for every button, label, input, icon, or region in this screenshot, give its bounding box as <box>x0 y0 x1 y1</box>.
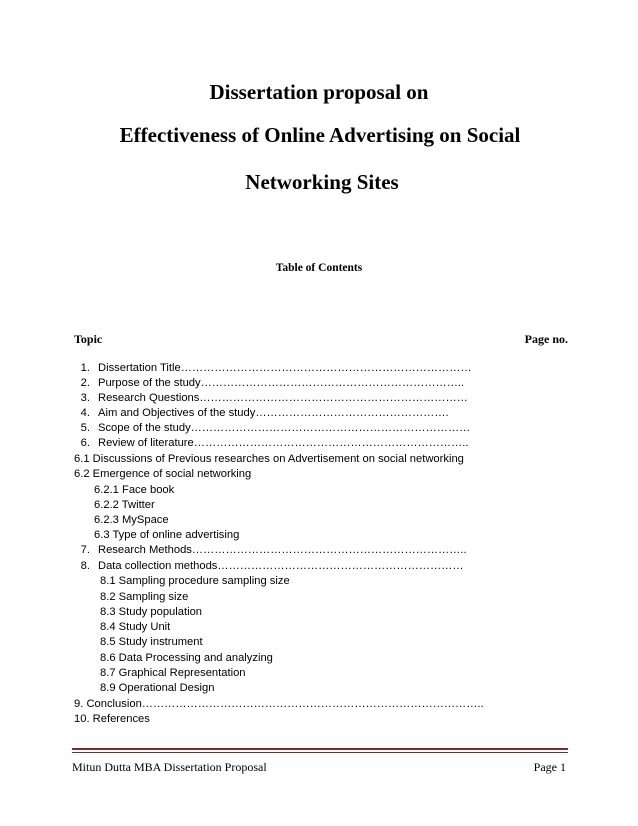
toc-subitem-6-3: 6.3 Type of online advertising <box>94 529 240 541</box>
toc-item-research-methods <box>74 543 467 558</box>
footer-divider-thick <box>72 748 568 750</box>
proposal-title-line-3: Networking Sites <box>245 170 399 194</box>
toc-item-text: Research Methods……………………………………………………………….. <box>98 544 467 556</box>
toc-item-number: 4. <box>80 407 90 419</box>
toc-item-purpose <box>74 376 464 391</box>
footer-page-number: Page 1 <box>533 760 566 774</box>
toc-item-scope <box>74 421 470 436</box>
toc-subitem-6-2-1: 6.2.1 Face book <box>94 484 175 496</box>
toc-subitem-8-2: 8.2 Sampling size <box>100 591 189 603</box>
toc-item-text: Data collection methods………………………………………………………… <box>98 560 464 572</box>
toc-item-text: Research Questions……………………………………………………………… <box>98 392 468 404</box>
footer-document-label: Mitun Dutta MBA Dissertation Proposal <box>72 760 267 774</box>
proposal-title-line-1: Dissertation proposal on <box>209 80 429 104</box>
toc-item-number: 2. <box>80 377 90 389</box>
toc-subitem-6-2: 6.2 Emergence of social networking <box>74 468 252 480</box>
toc-item-data-collection <box>74 559 464 574</box>
toc-item-text: Review of literature……………………………………………………………….. <box>98 437 469 449</box>
toc-item-number: 6. <box>80 437 90 449</box>
toc-page-header: Page no. <box>524 332 568 346</box>
toc-subitem-8-4: 8.4 Study Unit <box>100 621 171 633</box>
toc-item-text: Scope of the study………………………………………………………………… <box>98 422 471 434</box>
toc-subitem-8-5: 8.5 Study instrument <box>100 636 203 648</box>
toc-subitem-8-9: 8.9 Operational Design <box>100 682 215 694</box>
proposal-title-line-2: Effectiveness of Online Advertising on Social <box>119 123 521 147</box>
toc-item-literature <box>74 436 468 451</box>
toc-subitem-6-1: 6.1 Discussions of Previous researches on Advertisement on social networking <box>74 453 464 465</box>
toc-item-number: 3. <box>80 392 90 404</box>
toc-item-references: 10. References <box>74 713 150 725</box>
toc-subitem-8-3: 8.3 Study population <box>100 606 203 618</box>
toc-item-dissertation-title <box>74 361 472 376</box>
toc-heading: Table of Contents <box>275 262 363 274</box>
toc-item-text: Dissertation Title…………………………………………………………………… <box>98 362 472 374</box>
toc-item-research-questions <box>74 391 468 406</box>
toc-item-number: 7. <box>80 544 90 556</box>
toc-item-conclusion: 9. Conclusion……………………………………………………………………………….. <box>74 698 484 710</box>
toc-item-number: 8. <box>80 560 90 572</box>
toc-subitem-6-2-3: 6.2.3 MySpace <box>94 514 169 526</box>
footer-divider-thin <box>72 752 568 753</box>
toc-item-text: Purpose of the study…………………………………………………………….. <box>98 377 465 389</box>
toc-subitem-8-6: 8.6 Data Processing and analyzing <box>100 652 273 664</box>
toc-topic-header: Topic <box>74 332 103 346</box>
toc-item-number: 5. <box>80 422 90 434</box>
toc-item-number: 1. <box>80 362 90 374</box>
toc-subitem-8-7: 8.7 Graphical Representation <box>100 667 246 679</box>
toc-subitem-6-2-2: 6.2.2 Twitter <box>94 499 155 511</box>
toc-item-text: Aim and Objectives of the study……………………………………………. <box>98 407 449 419</box>
toc-subitem-8-1: 8.1 Sampling procedure sampling size <box>100 575 290 587</box>
toc-item-aims <box>74 406 449 421</box>
